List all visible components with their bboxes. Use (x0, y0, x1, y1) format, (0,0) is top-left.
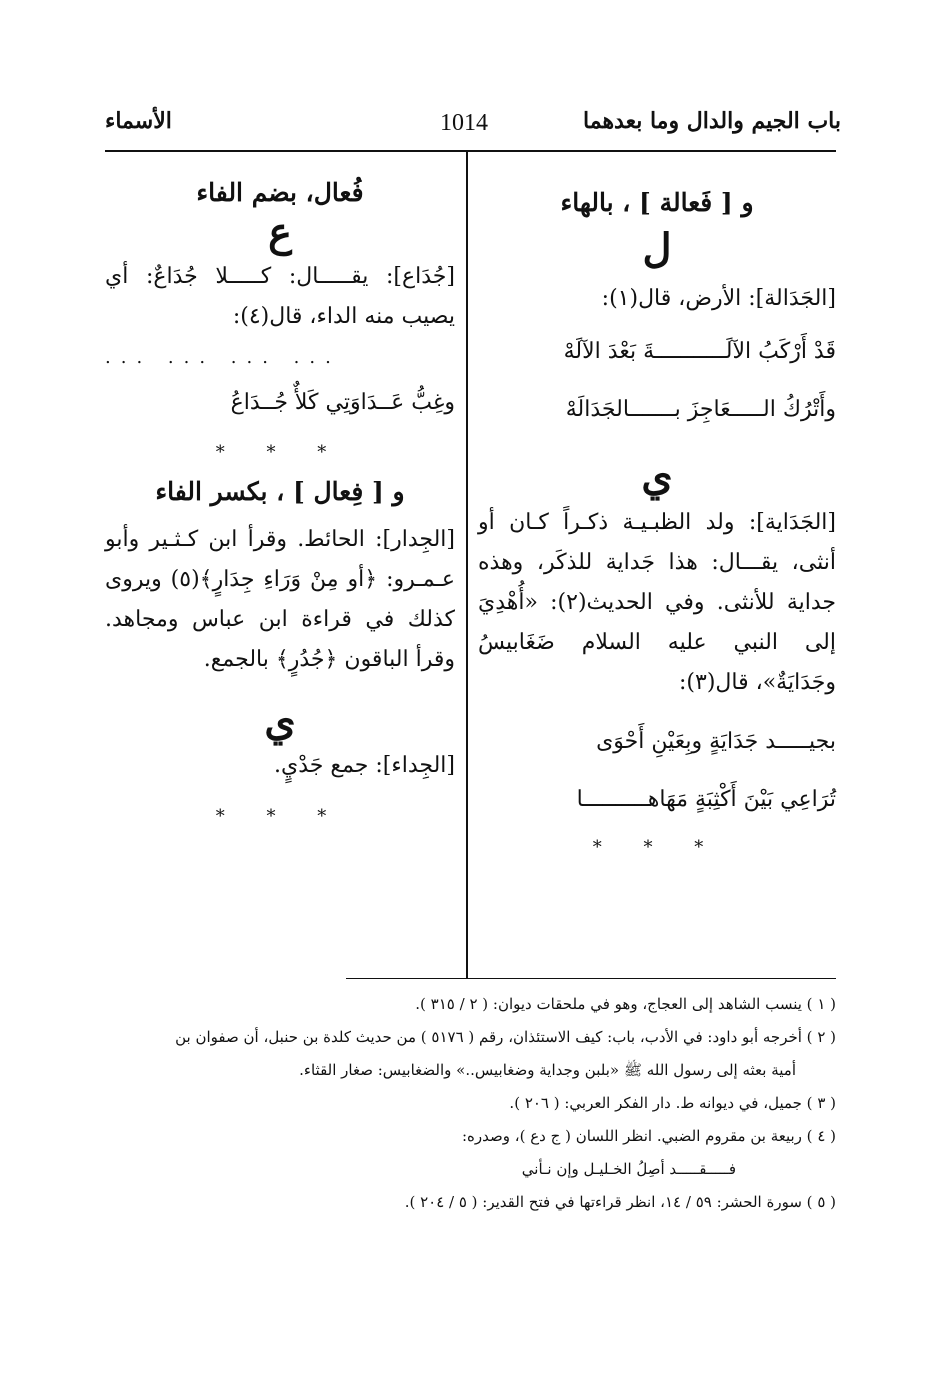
verse-line: بجيـــــد جَدَايَةٍ وبِعَيْنِ أَحْوَى (596, 729, 836, 754)
right-column (478, 160, 836, 858)
entry-judaa: [جُدَاع]: يقـــــال: كـــــلا جُدَاعٌ: أي يصيب منه الداء، قال(٤): (105, 264, 455, 329)
footnote-5: ( ٥ ) سورة الحشر: ٥٩ / ١٤، انظر قراءتها في فتح القدير: ( ٥ / ٢٠٤ ). (404, 1193, 836, 1211)
entry-jidar: [الجِدار]: الحائط. وقرأ ابن كـثـير وأبو عـمـرو: ﴿أو مِنْ وَرَاءِ جِدَارٍ﴾(٥) ويروى كذلك في قراءة ابن عباس ومجاهد. وقرأ الباقون ﴿جُدُرٍ﴾ بالجمع. (105, 527, 455, 672)
running-title-right: باب الجيم والدال وما بعدهما (583, 108, 841, 134)
entry-jidaa: [الجِداء]: جمع جَدْيٍ. (274, 753, 455, 778)
letter-heading: ل (642, 225, 672, 272)
footnote-3: ( ٣ ) جميل، في ديوانه ط. دار الفكر العربي: ( ٢٠٦ ). (509, 1094, 836, 1112)
verse-line: وأَتْرُكُ الـــــعَاجِزَ بـــــــالجَدَالَهْ (565, 397, 836, 422)
footnote-2: ( ٢ ) أخرجه أبو داود: في الأدب، باب: كيف الاستئذان، رقم ( ٥١٧٦ ) من حديث كلدة بن حنبل، أن صفوان بن (175, 1028, 836, 1046)
column-divider (466, 150, 468, 978)
verse-line: تُرَاعِي بَيْنَ أَكْثِبَةٍ مَهَاهــــــــــا (576, 787, 836, 812)
footnote-1: ( ١ ) ينسب الشاهد إلى العجاج، وهو في ملحقات ديوان: ( ٢ / ٣١٥ ). (415, 995, 836, 1013)
entry-jadala: [الجَدَالة]: الأرض، قال(١): (601, 286, 836, 311)
footnote-4: ( ٤ ) ربيعة بن مقروم الضبي. انظر اللسان ( ج دع )، وصدره: (461, 1127, 836, 1145)
section-heading: و [ فَعالة ] ، بالهاء (560, 188, 754, 217)
section-separator: * * * (215, 806, 345, 827)
letter-heading: ع (268, 209, 292, 256)
section-heading: و [ فِعال ] ، بكسر الفاء (155, 477, 405, 506)
header-rule (105, 150, 836, 152)
section-separator: * * * (215, 442, 345, 463)
letter-heading: ي (264, 698, 296, 745)
section-heading: فُعال، بضم الفاء (196, 178, 364, 207)
verse-line: وغِبُّ عَــدَاوَتِي كَلأٌ جُــدَاعُ (230, 390, 455, 415)
footnote-2-continued: أمية بعثه إلى رسول الله ﷺ «بلبن وجداية وضغابيس..» والضغابيس: صغار القثاء. (299, 1061, 796, 1079)
page-number: 1014 (440, 110, 488, 136)
footnotes (105, 988, 836, 1219)
left-column (105, 160, 455, 827)
footnote-rule (346, 978, 836, 979)
section-separator: * * * (592, 837, 722, 858)
verse-ellipsis: ... ... ... ... (105, 347, 341, 368)
footnote-4-verse: فـــــقـــــد أصِلُ الخـليـل وإن نـأني (521, 1160, 736, 1178)
running-title-left: الأسماء (105, 108, 172, 134)
letter-heading: ي (641, 453, 673, 500)
entry-jadaya: [الجَدَاية]: ولد الظبـيـة ذكـراً كـان أو أنثى، يقـــال: هذا جَداية للذكَر، وهذه جداية للأنثى. وفي الحديث(٢): «أُهْدِيَ إلى النبي عليه السلام ضَغَابيسُ وجَدَايَةٌ»، قال(٣): (478, 510, 836, 695)
verse-line: قَدْ أَرْكَبُ الآلَـــــــــــةَ بَعْدَ الآلَهْ (563, 339, 836, 364)
